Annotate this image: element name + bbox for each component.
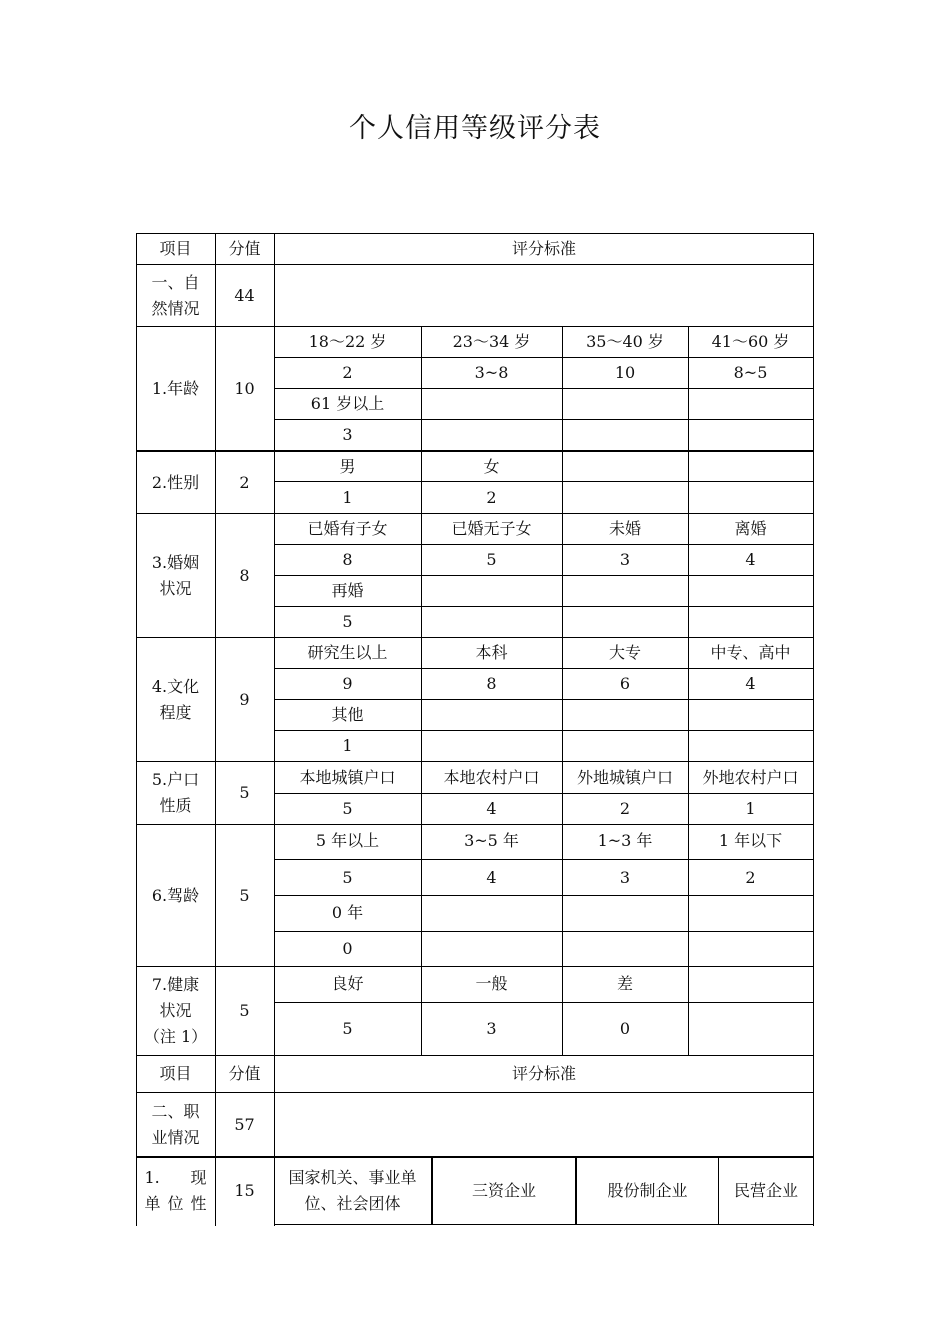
household-points: 5 [342,799,353,818]
driving-points: 0 [342,939,353,958]
household-option: 外地农村户口 [702,767,799,787]
section-2-label-line2: 业情况 [151,1127,200,1147]
gender-points: 2 [486,487,497,507]
household-score: 5 [239,783,250,802]
employer-option: 民营企业 [733,1181,798,1200]
household-points: 2 [619,799,631,818]
driving-points: 5 [342,867,353,887]
driving-label: 6.驾龄 [151,885,200,905]
age-points: 8~5 [733,363,768,382]
health-points: 0 [619,1019,631,1038]
education-points: 9 [342,674,353,693]
driving-points: 2 [745,867,756,887]
household-label-line2: 性质 [159,796,192,815]
marriage-points: 8 [342,550,353,569]
header-score: 分值 [228,239,261,258]
household-points: 1 [745,799,756,818]
health-option: 一般 [475,973,508,993]
page-title: 个人信用等级评分表 [349,113,601,144]
health-points: 3 [486,1019,497,1038]
education-option: 研究生以上 [307,643,388,662]
education-label-line1: 4.文化 [151,676,200,696]
education-label-line2: 程度 [159,702,192,722]
marriage-label [136,514,215,637]
marriage-option: 离婚 [734,519,767,538]
driving-score: 5 [239,885,250,905]
age-label: 1.年龄 [151,378,200,398]
header-item: 项目 [159,239,192,258]
employer-option: 股份制企业 [607,1181,688,1200]
driving-option: 1 年以下 [718,831,783,850]
household-option: 本地农村户口 [443,767,540,787]
driving-option: 3~5 年 [464,831,519,850]
marriage-points: 5 [342,612,353,631]
health-score: 5 [239,1001,250,1020]
employer-option: 三资企业 [471,1181,536,1200]
section-2-label [136,1093,215,1156]
age-option: 61 岁以上 [310,394,385,413]
driving-points: 3 [619,867,631,887]
education-points: 8 [486,674,497,693]
education-points: 6 [619,674,631,693]
header-criteria: 评分标准 [511,1064,576,1083]
marriage-points: 5 [486,550,497,569]
marriage-option: 已婚无子女 [451,519,532,538]
employer-option-line2: 位、社会团体 [304,1194,401,1213]
driving-option: 0 年 [331,902,364,922]
marriage-option: 未婚 [608,519,641,538]
marriage-points: 3 [619,550,631,569]
gender-label: 2.性别 [151,472,200,492]
household-label [136,762,215,824]
gender-points: 1 [342,487,353,507]
education-points: 1 [342,736,353,755]
household-option: 外地城镇户口 [576,767,673,787]
health-label-line3: （注 1） [143,1027,208,1046]
marriage-label-line1: 3.婚姻 [151,552,200,572]
driving-points: 4 [486,867,497,887]
marriage-score: 8 [239,565,250,585]
marriage-label-line2: 状况 [159,578,192,598]
education-label [136,638,215,761]
age-option: 41～60 岁 [711,332,790,351]
section-1-label [136,265,215,326]
age-points: 10 [614,363,636,382]
section-1-label-line1: 一、自 [151,272,200,292]
age-score: 10 [234,378,255,398]
education-option: 中专、高中 [710,643,791,662]
employer-score: 15 [234,1181,255,1200]
household-label-line1: 5.户口 [151,770,200,789]
employer-label-line1: 1. 现 [144,1168,207,1187]
education-option: 大专 [608,643,641,662]
header-score: 分值 [228,1064,261,1083]
age-points: 3 [342,425,353,444]
gender-score: 2 [239,472,250,492]
employer-label [136,1158,215,1224]
health-label-line1: 7.健康 [151,975,200,994]
health-label [136,967,215,1055]
gender-option: 男 [339,456,356,476]
gender-option: 女 [483,456,500,476]
age-option: 23～34 岁 [452,332,531,351]
driving-option: 5 年以上 [315,831,380,850]
age-points: 3~8 [474,363,509,382]
education-option: 本科 [475,643,508,662]
employer-option-line1: 国家机关、事业单 [288,1168,417,1187]
age-points: 2 [342,363,353,382]
education-option: 其他 [331,705,364,724]
household-option: 本地城镇户口 [299,767,396,787]
health-option: 良好 [331,973,364,993]
marriage-option: 已婚有子女 [307,519,388,538]
driving-option: 1~3 年 [597,831,653,850]
education-points: 4 [745,674,756,693]
marriage-option: 再婚 [331,581,364,600]
header-criteria: 评分标准 [511,239,576,258]
section-2-label-line1: 二、职 [151,1101,200,1121]
header-item: 项目 [159,1064,192,1083]
section-2-score: 57 [234,1114,255,1134]
health-points: 5 [342,1019,353,1038]
employer-label-line2: 单 位 性 [144,1194,207,1213]
section-1-score: 44 [234,285,255,305]
employer-option [274,1158,431,1224]
health-label-line2: 状况 [159,1001,192,1020]
age-option: 18～22 岁 [308,332,387,351]
education-score: 9 [239,689,250,709]
age-option: 35～40 岁 [586,332,664,351]
health-option: 差 [616,973,633,993]
household-points: 4 [486,799,497,818]
section-1-label-line2: 然情况 [151,298,200,318]
marriage-points: 4 [745,550,756,569]
